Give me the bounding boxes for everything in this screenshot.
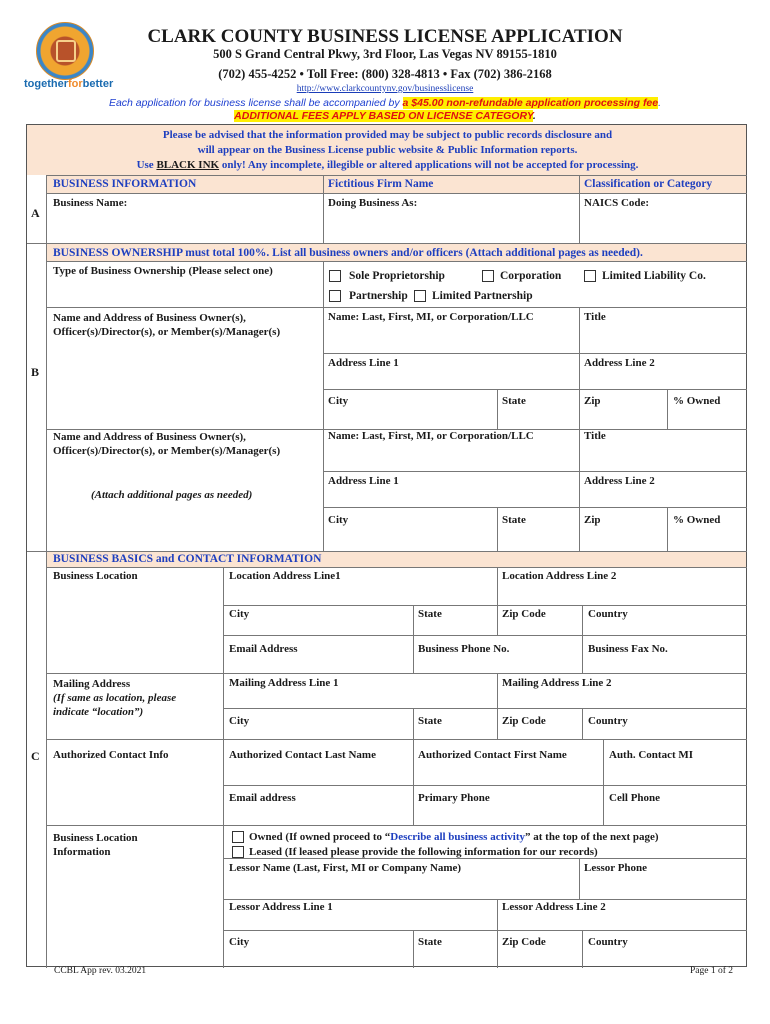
business-fax-field[interactable]: Business Fax No. (588, 643, 668, 655)
section-b-letter: B (31, 365, 40, 379)
advisory-line-1: Please be advised that the information provided may be subject to public records disclosure and (162, 129, 613, 141)
section-a-letter: A (31, 206, 40, 220)
additional-fees-notice (0, 110, 770, 122)
lessor-country-field[interactable]: Country (588, 936, 628, 948)
business-email-field[interactable]: Email Address (229, 643, 298, 655)
owner-1-state-field[interactable]: State (502, 395, 526, 407)
owner-2-label-line-2: Officer(s)/Director(s), or Member(s)/Manager(s) (53, 445, 281, 457)
tagline-together: together (24, 78, 68, 90)
black-ink-emphasis: BLACK INK (156, 159, 220, 171)
corporation-label: Corporation (500, 270, 562, 282)
owner-2-city-field[interactable]: City (328, 514, 349, 526)
location-address-1-field[interactable]: Location Address Line1 (229, 570, 341, 582)
application-form (26, 124, 747, 967)
fee-notice (0, 97, 770, 109)
fee-notice-text: Each application for business license shall be accompanied by (108, 97, 403, 109)
fictitious-firm-name-header: Fictitious Firm Name (328, 178, 434, 190)
owner-2-address-1-field[interactable]: Address Line 1 (328, 475, 399, 487)
tagline-for: for (68, 78, 83, 90)
owner-2-label (53, 430, 280, 458)
owned-text-end: ” at the top of the next page) (525, 831, 659, 843)
office-address: 500 S Grand Central Pkwy, 3rd Floor, Las Vegas NV 89155-1810 (213, 47, 557, 61)
business-phone-field[interactable]: Business Phone No. (418, 643, 510, 655)
lessor-zip-field[interactable]: Zip Code (502, 936, 546, 948)
naics-code-label[interactable]: NAICS Code: (584, 197, 650, 209)
business-location-info-line-1: Business Location (53, 832, 138, 844)
website-link[interactable]: http://www.clarkcountynv.gov/businesslicense (296, 84, 474, 94)
owner-1-zip-field[interactable]: Zip (584, 395, 601, 407)
fee-notice-end: . (658, 97, 662, 109)
page-number: Page 1 of 2 (690, 966, 734, 976)
leased-label: Leased (If leased please provide the following information for our records) (249, 846, 598, 858)
business-location-info-label (53, 831, 138, 859)
lessor-phone-field[interactable]: Lessor Phone (584, 862, 648, 874)
partnership-label: Partnership (349, 290, 408, 302)
limited-partnership-checkbox[interactable] (414, 290, 426, 302)
classification-header: Classification or Category (584, 178, 713, 190)
mailing-city-field[interactable]: City (229, 715, 250, 727)
auth-contact-last-name-field[interactable]: Authorized Contact Last Name (229, 749, 376, 761)
owned-checkbox[interactable] (232, 831, 244, 843)
business-name-label[interactable]: Business Name: (53, 197, 128, 209)
owner-1-address-2-field[interactable]: Address Line 2 (584, 357, 655, 369)
owner-2-title-field[interactable]: Title (584, 430, 606, 442)
business-location-info-line-2: Information (53, 846, 111, 858)
lessor-address-2-field[interactable]: Lessor Address Line 2 (502, 901, 606, 913)
section-b-title: BUSINESS OWNERSHIP must total 100%. List all business owners and/or officers (Attach additional pages as needed). (53, 247, 643, 259)
mailing-note-line-2: indicate “location”) (53, 706, 144, 718)
auth-contact-mi-field[interactable]: Auth. Contact MI (609, 749, 694, 761)
auth-email-field[interactable]: Email address (229, 792, 296, 804)
section-c-letter: C (31, 749, 40, 763)
lessor-name-field[interactable]: Lessor Name (Last, First, MI or Company Name) (229, 862, 462, 874)
partnership-checkbox[interactable] (329, 290, 341, 302)
owner-2-name-field[interactable]: Name: Last, First, MI, or Corporation/LLC (328, 430, 534, 442)
mailing-zip-field[interactable]: Zip Code (502, 715, 546, 727)
owner-1-label-line-1: Name and Address of Business Owner(s), (53, 312, 246, 324)
owner-1-city-field[interactable]: City (328, 395, 349, 407)
tagline-better: better (82, 78, 114, 90)
sole-proprietorship-label: Sole Proprietorship (349, 270, 445, 282)
cell-phone-field[interactable]: Cell Phone (609, 792, 661, 804)
owned-label (249, 831, 659, 843)
doing-business-as-label[interactable]: Doing Business As: (328, 197, 418, 209)
owner-2-percent-owned-field[interactable]: % Owned (673, 514, 721, 526)
owner-1-address-1-field[interactable]: Address Line 1 (328, 357, 399, 369)
owner-1-label (53, 311, 280, 339)
advisory-notice (27, 128, 748, 173)
owner-1-title-field[interactable]: Title (584, 311, 606, 323)
limited-partnership-label: Limited Partnership (432, 290, 533, 302)
mailing-country-field[interactable]: Country (588, 715, 628, 727)
advisory-line-3-end: only! Any incomplete, illegible or altered applications will not be accepted for processing. (219, 159, 639, 171)
corporation-checkbox[interactable] (482, 270, 494, 282)
additional-fees-end: . (532, 110, 536, 122)
mailing-address-1-field[interactable]: Mailing Address Line 1 (229, 677, 339, 689)
auth-contact-first-name-field[interactable]: Authorized Contact First Name (418, 749, 567, 761)
location-city-field[interactable]: City (229, 608, 250, 620)
office-phones: (702) 455-4252 • Toll Free: (800) 328-4813 • Fax (702) 386-2168 (218, 67, 552, 81)
location-address-2-field[interactable]: Location Address Line 2 (502, 570, 617, 582)
describe-business-activity-link[interactable]: Describe all business activity (390, 831, 526, 843)
owner-2-state-field[interactable]: State (502, 514, 526, 526)
additional-fees-text: ADDITIONAL FEES APPLY BASED ON LICENSE CATEGORY (234, 110, 533, 122)
mailing-address-title: Mailing Address (53, 678, 131, 690)
lessor-city-field[interactable]: City (229, 936, 250, 948)
ownership-type-label: Type of Business Ownership (Please select one) (53, 265, 273, 277)
owned-text-start: Owned (If owned proceed to “ (249, 831, 391, 843)
section-a-title: BUSINESS INFORMATION (53, 178, 197, 190)
lessor-address-1-field[interactable]: Lessor Address Line 1 (229, 901, 333, 913)
owner-2-label-line-1: Name and Address of Business Owner(s), (53, 431, 246, 443)
owner-2-zip-field[interactable]: Zip (584, 514, 601, 526)
owner-2-address-2-field[interactable]: Address Line 2 (584, 475, 655, 487)
section-c-title: BUSINESS BASICS and CONTACT INFORMATION (53, 553, 322, 565)
location-state-field[interactable]: State (418, 608, 442, 620)
owner-1-percent-owned-field[interactable]: % Owned (673, 395, 721, 407)
leased-checkbox[interactable] (232, 846, 244, 858)
llc-checkbox[interactable] (584, 270, 596, 282)
location-country-field[interactable]: Country (588, 608, 628, 620)
primary-phone-field[interactable]: Primary Phone (418, 792, 490, 804)
mailing-address-label (53, 677, 176, 719)
mailing-address-2-field[interactable]: Mailing Address Line 2 (502, 677, 612, 689)
sole-proprietorship-checkbox[interactable] (329, 270, 341, 282)
lessor-state-field[interactable]: State (418, 936, 442, 948)
owner-1-label-line-2: Officer(s)/Director(s), or Member(s)/Manager(s) (53, 326, 281, 338)
revision-label: CCBL App rev. 03.2021 (54, 966, 147, 976)
advisory-line-2: will appear on the Business License public website & Public Information reports. (197, 144, 578, 156)
attach-pages-note: (Attach additional pages as needed) (91, 489, 253, 501)
llc-label: Limited Liability Co. (602, 270, 706, 282)
advisory-line-3-start: Use (136, 159, 157, 171)
owner-1-name-field[interactable]: Name: Last, First, MI, or Corporation/LLC (328, 311, 534, 323)
page-title: CLARK COUNTY BUSINESS LICENSE APPLICATION (147, 26, 623, 47)
mailing-note-line-1: (If same as location, please (53, 692, 177, 704)
fee-notice-amount: a $45.00 non-refundable application processing fee (402, 97, 659, 109)
business-location-label: Business Location (53, 570, 138, 582)
authorized-contact-label: Authorized Contact Info (53, 749, 169, 761)
mailing-state-field[interactable]: State (418, 715, 442, 727)
location-zip-field[interactable]: Zip Code (502, 608, 546, 620)
